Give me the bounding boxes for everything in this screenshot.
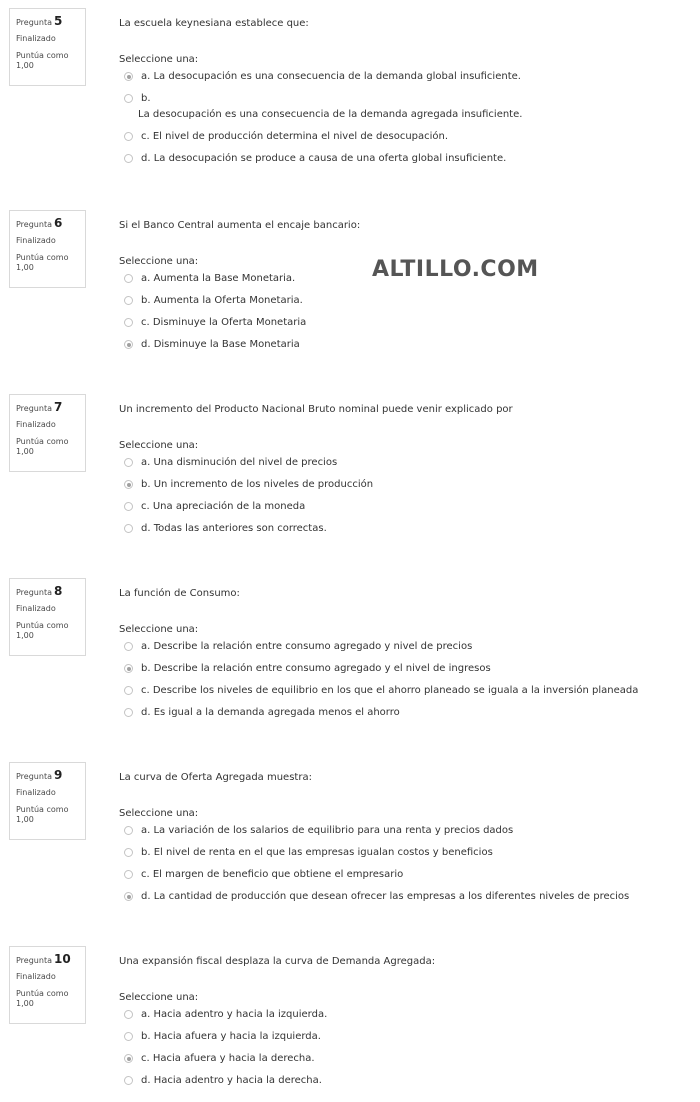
- question-state: Finalizado: [16, 972, 56, 982]
- radio-button[interactable]: [124, 686, 133, 695]
- question-grade-value: 1,00: [16, 814, 34, 824]
- answer-label: a. Una disminución del nivel de precios: [141, 457, 338, 468]
- question-info-box: [9, 578, 86, 656]
- answer-text: [141, 847, 493, 858]
- answer-text: [141, 663, 491, 674]
- answer-label: b.: [141, 93, 151, 104]
- answer-text: [141, 891, 629, 902]
- answer-label: c. Hacia afuera y hacia la derecha.: [141, 1053, 315, 1064]
- answer-text: [141, 685, 638, 696]
- answer-options: [124, 1009, 694, 1097]
- radio-button[interactable]: [124, 132, 133, 141]
- answer-option[interactable]: [124, 1075, 694, 1086]
- question-number: 9: [53, 768, 63, 782]
- radio-button[interactable]: [124, 318, 133, 327]
- question-number: 5: [53, 14, 63, 28]
- question-text: Un incremento del Producto Nacional Bruto nominal puede venir explicado por: [119, 404, 513, 415]
- radio-button[interactable]: [124, 340, 133, 349]
- answer-option[interactable]: [124, 1009, 694, 1020]
- question-grade-label: Puntúa como: [16, 988, 69, 998]
- answer-label: b. Aumenta la Oferta Monetaria.: [141, 295, 303, 306]
- question-prefix: Pregunta: [16, 18, 52, 27]
- answer-text: [141, 707, 400, 718]
- select-prompt: Seleccione una:: [119, 440, 199, 451]
- answer-option[interactable]: [124, 457, 694, 468]
- answer-label-continued: La desocupación es una consecuencia de la demanda agregada insuficiente.: [138, 109, 523, 120]
- answer-label: c. Disminuye la Oferta Monetaria: [141, 317, 307, 328]
- question-grade-label: Puntúa como: [16, 50, 69, 60]
- answer-text: [141, 479, 373, 490]
- question-grade-value: 1,00: [16, 998, 34, 1008]
- question-state: Finalizado: [16, 420, 56, 430]
- answer-label: b. Hacia afuera y hacia la izquierda.: [141, 1031, 321, 1042]
- radio-button[interactable]: [124, 480, 133, 489]
- question-info-box: [9, 946, 86, 1024]
- answer-text: [141, 1075, 322, 1086]
- question-info-box: [9, 762, 86, 840]
- answer-options: [124, 71, 694, 175]
- answer-label: d. La desocupación se produce a causa de una oferta global insuficiente.: [141, 153, 507, 164]
- answer-text: [141, 825, 513, 836]
- radio-button[interactable]: [124, 1076, 133, 1085]
- answer-option[interactable]: [124, 1053, 694, 1064]
- question-grade-value: 1,00: [16, 630, 34, 640]
- question-prefix: Pregunta: [16, 220, 52, 229]
- answer-label: a. Aumenta la Base Monetaria.: [141, 273, 296, 284]
- question-grade-value: 1,00: [16, 262, 34, 272]
- question-number: 10: [53, 952, 71, 966]
- radio-button[interactable]: [124, 72, 133, 81]
- answer-text: [141, 295, 303, 306]
- question-grade-label: Puntúa como: [16, 804, 69, 814]
- answer-option[interactable]: [124, 685, 694, 696]
- answer-options: [124, 641, 694, 729]
- question-grade-value: 1,00: [16, 446, 34, 456]
- question-number-row: [16, 400, 85, 414]
- answer-option[interactable]: [124, 317, 694, 328]
- question-info-box: [9, 8, 86, 86]
- question-number: 8: [53, 584, 63, 598]
- question-number-row: [16, 216, 85, 230]
- answer-label: d. Es igual a la demanda agregada menos el ahorro: [141, 707, 400, 718]
- answer-label: d. Hacia adentro y hacia la derecha.: [141, 1075, 322, 1086]
- answer-option[interactable]: [124, 153, 694, 164]
- question-info-box: [9, 394, 86, 472]
- radio-button[interactable]: [124, 1032, 133, 1041]
- answer-text: [141, 523, 327, 534]
- answer-label: b. Describe la relación entre consumo agregado y el nivel de ingresos: [141, 663, 491, 674]
- question-number: 6: [53, 216, 63, 230]
- select-prompt: Seleccione una:: [119, 54, 199, 65]
- answer-option[interactable]: [124, 339, 694, 350]
- answer-label: b. El nivel de renta en el que las empresas igualan costos y beneficios: [141, 847, 493, 858]
- radio-button[interactable]: [124, 1054, 133, 1063]
- answer-option[interactable]: [124, 663, 694, 674]
- answer-label: a. La desocupación es una consecuencia de la demanda global insuficiente.: [141, 71, 521, 82]
- question-number-row: [16, 14, 85, 28]
- answer-label: a. Hacia adentro y hacia la izquierda.: [141, 1009, 328, 1020]
- radio-button[interactable]: [124, 826, 133, 835]
- answer-options: [124, 825, 694, 913]
- answer-option[interactable]: [124, 71, 694, 82]
- radio-button[interactable]: [124, 870, 133, 879]
- answer-text: [141, 1009, 327, 1020]
- answer-option[interactable]: [124, 891, 694, 902]
- select-prompt: Seleccione una:: [119, 624, 199, 635]
- question-prefix: Pregunta: [16, 956, 52, 965]
- answer-text: [141, 153, 506, 164]
- question-state: Finalizado: [16, 236, 56, 246]
- radio-button[interactable]: [124, 664, 133, 673]
- answer-option[interactable]: [124, 131, 694, 142]
- answer-option[interactable]: [124, 641, 694, 652]
- answer-label: a. Describe la relación entre consumo agregado y nivel de precios: [141, 641, 473, 652]
- question-prefix: Pregunta: [16, 404, 52, 413]
- radio-button[interactable]: [124, 848, 133, 857]
- answer-text: [138, 93, 523, 120]
- question-text: La curva de Oferta Agregada muestra:: [119, 772, 312, 783]
- radio-button[interactable]: [124, 274, 133, 283]
- answer-label: c. Una apreciación de la moneda: [141, 501, 306, 512]
- answer-text: [141, 1031, 321, 1042]
- answer-option[interactable]: [124, 869, 694, 880]
- answer-option[interactable]: [124, 707, 694, 718]
- question-number-row: [16, 952, 85, 966]
- radio-button[interactable]: [124, 296, 133, 305]
- question-number-row: [16, 768, 85, 782]
- answer-option[interactable]: [124, 479, 694, 490]
- question-number-row: [16, 584, 85, 598]
- answer-options: [124, 273, 694, 361]
- radio-button[interactable]: [124, 1010, 133, 1019]
- radio-button[interactable]: [124, 642, 133, 651]
- radio-button[interactable]: [124, 708, 133, 717]
- answer-label: d. La cantidad de producción que desean ofrecer las empresas a los diferentes niveles de precios: [141, 891, 630, 902]
- answer-option[interactable]: [124, 1031, 694, 1042]
- question-text: Una expansión fiscal desplaza la curva de Demanda Agregada:: [119, 956, 436, 967]
- question-info-box: [9, 210, 86, 288]
- question-text: Si el Banco Central aumenta el encaje bancario:: [119, 220, 361, 231]
- answer-option[interactable]: [124, 501, 694, 512]
- select-prompt: Seleccione una:: [119, 808, 199, 819]
- answer-text: [141, 641, 472, 652]
- answer-text: [141, 457, 337, 468]
- answer-option[interactable]: [124, 825, 694, 836]
- question-grade-label: Puntúa como: [16, 436, 69, 446]
- answer-text: [141, 339, 300, 350]
- radio-button[interactable]: [124, 458, 133, 467]
- answer-text: [141, 131, 448, 142]
- answer-text: [141, 71, 521, 82]
- question-grade-label: Puntúa como: [16, 620, 69, 630]
- question-state: Finalizado: [16, 34, 56, 44]
- question-state: Finalizado: [16, 788, 56, 798]
- question-prefix: Pregunta: [16, 588, 52, 597]
- question-text: La escuela keynesiana establece que:: [119, 18, 309, 29]
- answer-label: a. La variación de los salarios de equilibrio para una renta y precios dados: [141, 825, 514, 836]
- radio-button[interactable]: [124, 154, 133, 163]
- answer-text: [141, 501, 305, 512]
- radio-button[interactable]: [124, 94, 133, 103]
- answer-option[interactable]: [124, 295, 694, 306]
- answer-text: [141, 273, 295, 284]
- answer-label: d. Disminuye la Base Monetaria: [141, 339, 300, 350]
- question-number: 7: [53, 400, 63, 414]
- question-grade-value: 1,00: [16, 60, 34, 70]
- answer-option[interactable]: [124, 847, 694, 858]
- radio-button[interactable]: [124, 524, 133, 533]
- question-prefix: Pregunta: [16, 772, 52, 781]
- answer-label: c. El margen de beneficio que obtiene el empresario: [141, 869, 404, 880]
- select-prompt: Seleccione una:: [119, 256, 199, 267]
- radio-button[interactable]: [124, 892, 133, 901]
- question-grade-label: Puntúa como: [16, 252, 69, 262]
- question-text: La función de Consumo:: [119, 588, 240, 599]
- answer-text: [141, 1053, 315, 1064]
- answer-label: c. El nivel de producción determina el nivel de desocupación.: [141, 131, 449, 142]
- question-state: Finalizado: [16, 604, 56, 614]
- answer-option[interactable]: [124, 523, 694, 534]
- answer-label: d. Todas las anteriores son correctas.: [141, 523, 327, 534]
- answer-text: [141, 317, 306, 328]
- answer-label: b. Un incremento de los niveles de producción: [141, 479, 374, 490]
- answer-options: [124, 457, 694, 545]
- answer-option[interactable]: [124, 93, 694, 120]
- watermark: ALTILLO.COM: [372, 257, 539, 282]
- answer-text: [141, 869, 403, 880]
- radio-button[interactable]: [124, 502, 133, 511]
- select-prompt: Seleccione una:: [119, 992, 199, 1003]
- answer-label: c. Describe los niveles de equilibrio en los que el ahorro planeado se iguala a la inversión planeada: [141, 685, 639, 696]
